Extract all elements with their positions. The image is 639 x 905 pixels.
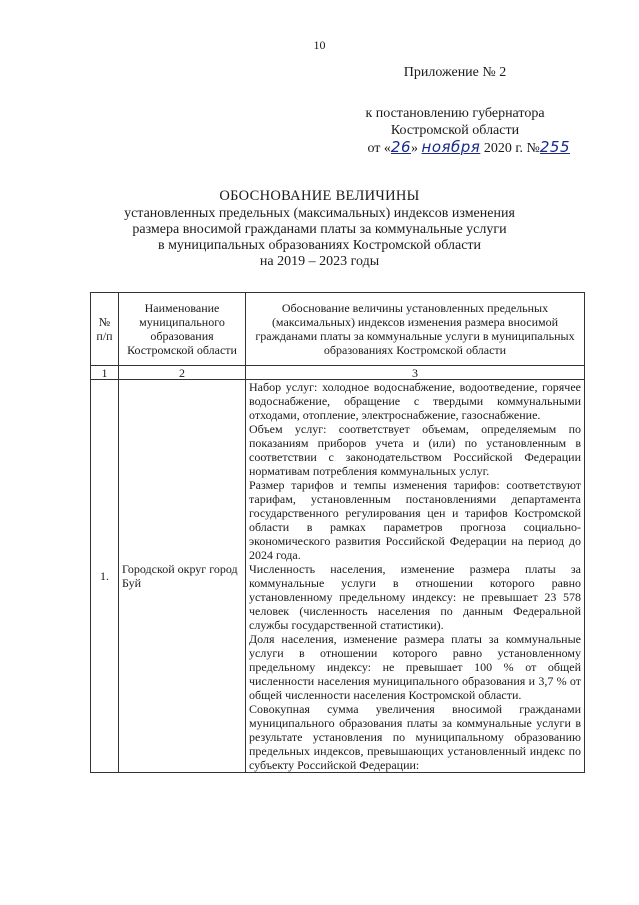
- appendix-block: [340, 64, 570, 157]
- date-prefix: от «: [367, 141, 391, 156]
- row-number: 1.: [91, 380, 119, 773]
- municipality-name: Городской округ город Буй: [119, 380, 246, 773]
- justification-content: [246, 380, 585, 773]
- appendix-line-1: к постановлению губернатора: [365, 106, 545, 121]
- header-number: № п/п: [91, 293, 119, 366]
- document-subtitle-2: размера вносимой гражданами платы за коммунальные услуги: [132, 222, 507, 237]
- justification-table: [90, 292, 585, 773]
- date-day-handwritten: 26: [390, 138, 412, 156]
- document-subtitle-1: установленных предельных (максимальных) индексов изменения: [124, 206, 515, 221]
- justification-paragraph: Объем услуг: соответствует объемам, определяемым по показаниям приборов учета и (или) по установленным в соответствии с законодательством Российской Федерации нормативам потребления коммунальных услуг.: [249, 422, 581, 478]
- column-number: 1: [91, 366, 119, 380]
- justification-paragraph: Доля населения, изменение размера платы за коммунальные услуги в отношении которого равно установленному предельному индексу: не превышает 100 % от общей численности населения муниципального образования и 3,7 % от общей численности населения Костромской области.: [249, 632, 581, 702]
- column-number: 2: [119, 366, 246, 380]
- doc-number-handwritten: 255: [539, 138, 570, 156]
- header-justification: Обоснование величины установленных предельных (максимальных) индексов изменения размера вносимой гражданами платы за коммунальные услуги в муниципальных образованиях Костромской области: [246, 293, 585, 366]
- table-column-numbers-row: [91, 366, 585, 380]
- justification-paragraph: Набор услуг: холодное водоснабжение, водоотведение, горячее водоснабжение, обращение с твердыми коммунальными отходами, отопление, электроснабжение, газоснабжение.: [249, 380, 581, 422]
- table-header-row: [91, 293, 585, 366]
- justification-paragraph: Размер тарифов и темпы изменения тарифов: соответствуют тарифам, установленным постановлениями департамента государственного регулирования цен и тарифов Костромской области в рамках параметров прогноза социально-экономического развития Российской Федерации на период до 2024 года.: [249, 478, 581, 562]
- document-title-block: [60, 188, 579, 270]
- justification-paragraph: Совокупная сумма увеличения вносимой гражданами муниципального образования платы за коммунальные услуги в результате установления по муниципальному образованию предельных индексов, превышающих установленный индекс по субъекту Российской Федерации:: [249, 702, 581, 772]
- document-subtitle-3: в муниципальных образованиях Костромской области: [157, 238, 482, 253]
- document-subtitle-4: на 2019 – 2023 годы: [259, 254, 380, 269]
- column-number: 3: [246, 366, 585, 380]
- appendix-line-2: Костромской области: [390, 123, 520, 138]
- document-title: ОБОСНОВАНИЕ ВЕЛИЧИНЫ: [219, 188, 420, 204]
- appendix-title: Приложение № 2: [403, 65, 507, 80]
- date-year: 2020 г. №: [483, 141, 540, 156]
- table-row: [91, 380, 585, 773]
- header-municipality: Наименование муниципального образования Костромской области: [119, 293, 246, 366]
- page-number: 10: [313, 38, 326, 52]
- date-mid: »: [411, 141, 419, 156]
- date-month-handwritten: ноября: [421, 138, 481, 156]
- justification-paragraph: Численность населения, изменение размера платы за коммунальные услуги в отношении которого равно установленному предельному индексу: не превышает 23 578 человек (численность населения по данным Федеральной службы государственной статистики).: [249, 562, 581, 632]
- appendix-date-line: [340, 139, 570, 157]
